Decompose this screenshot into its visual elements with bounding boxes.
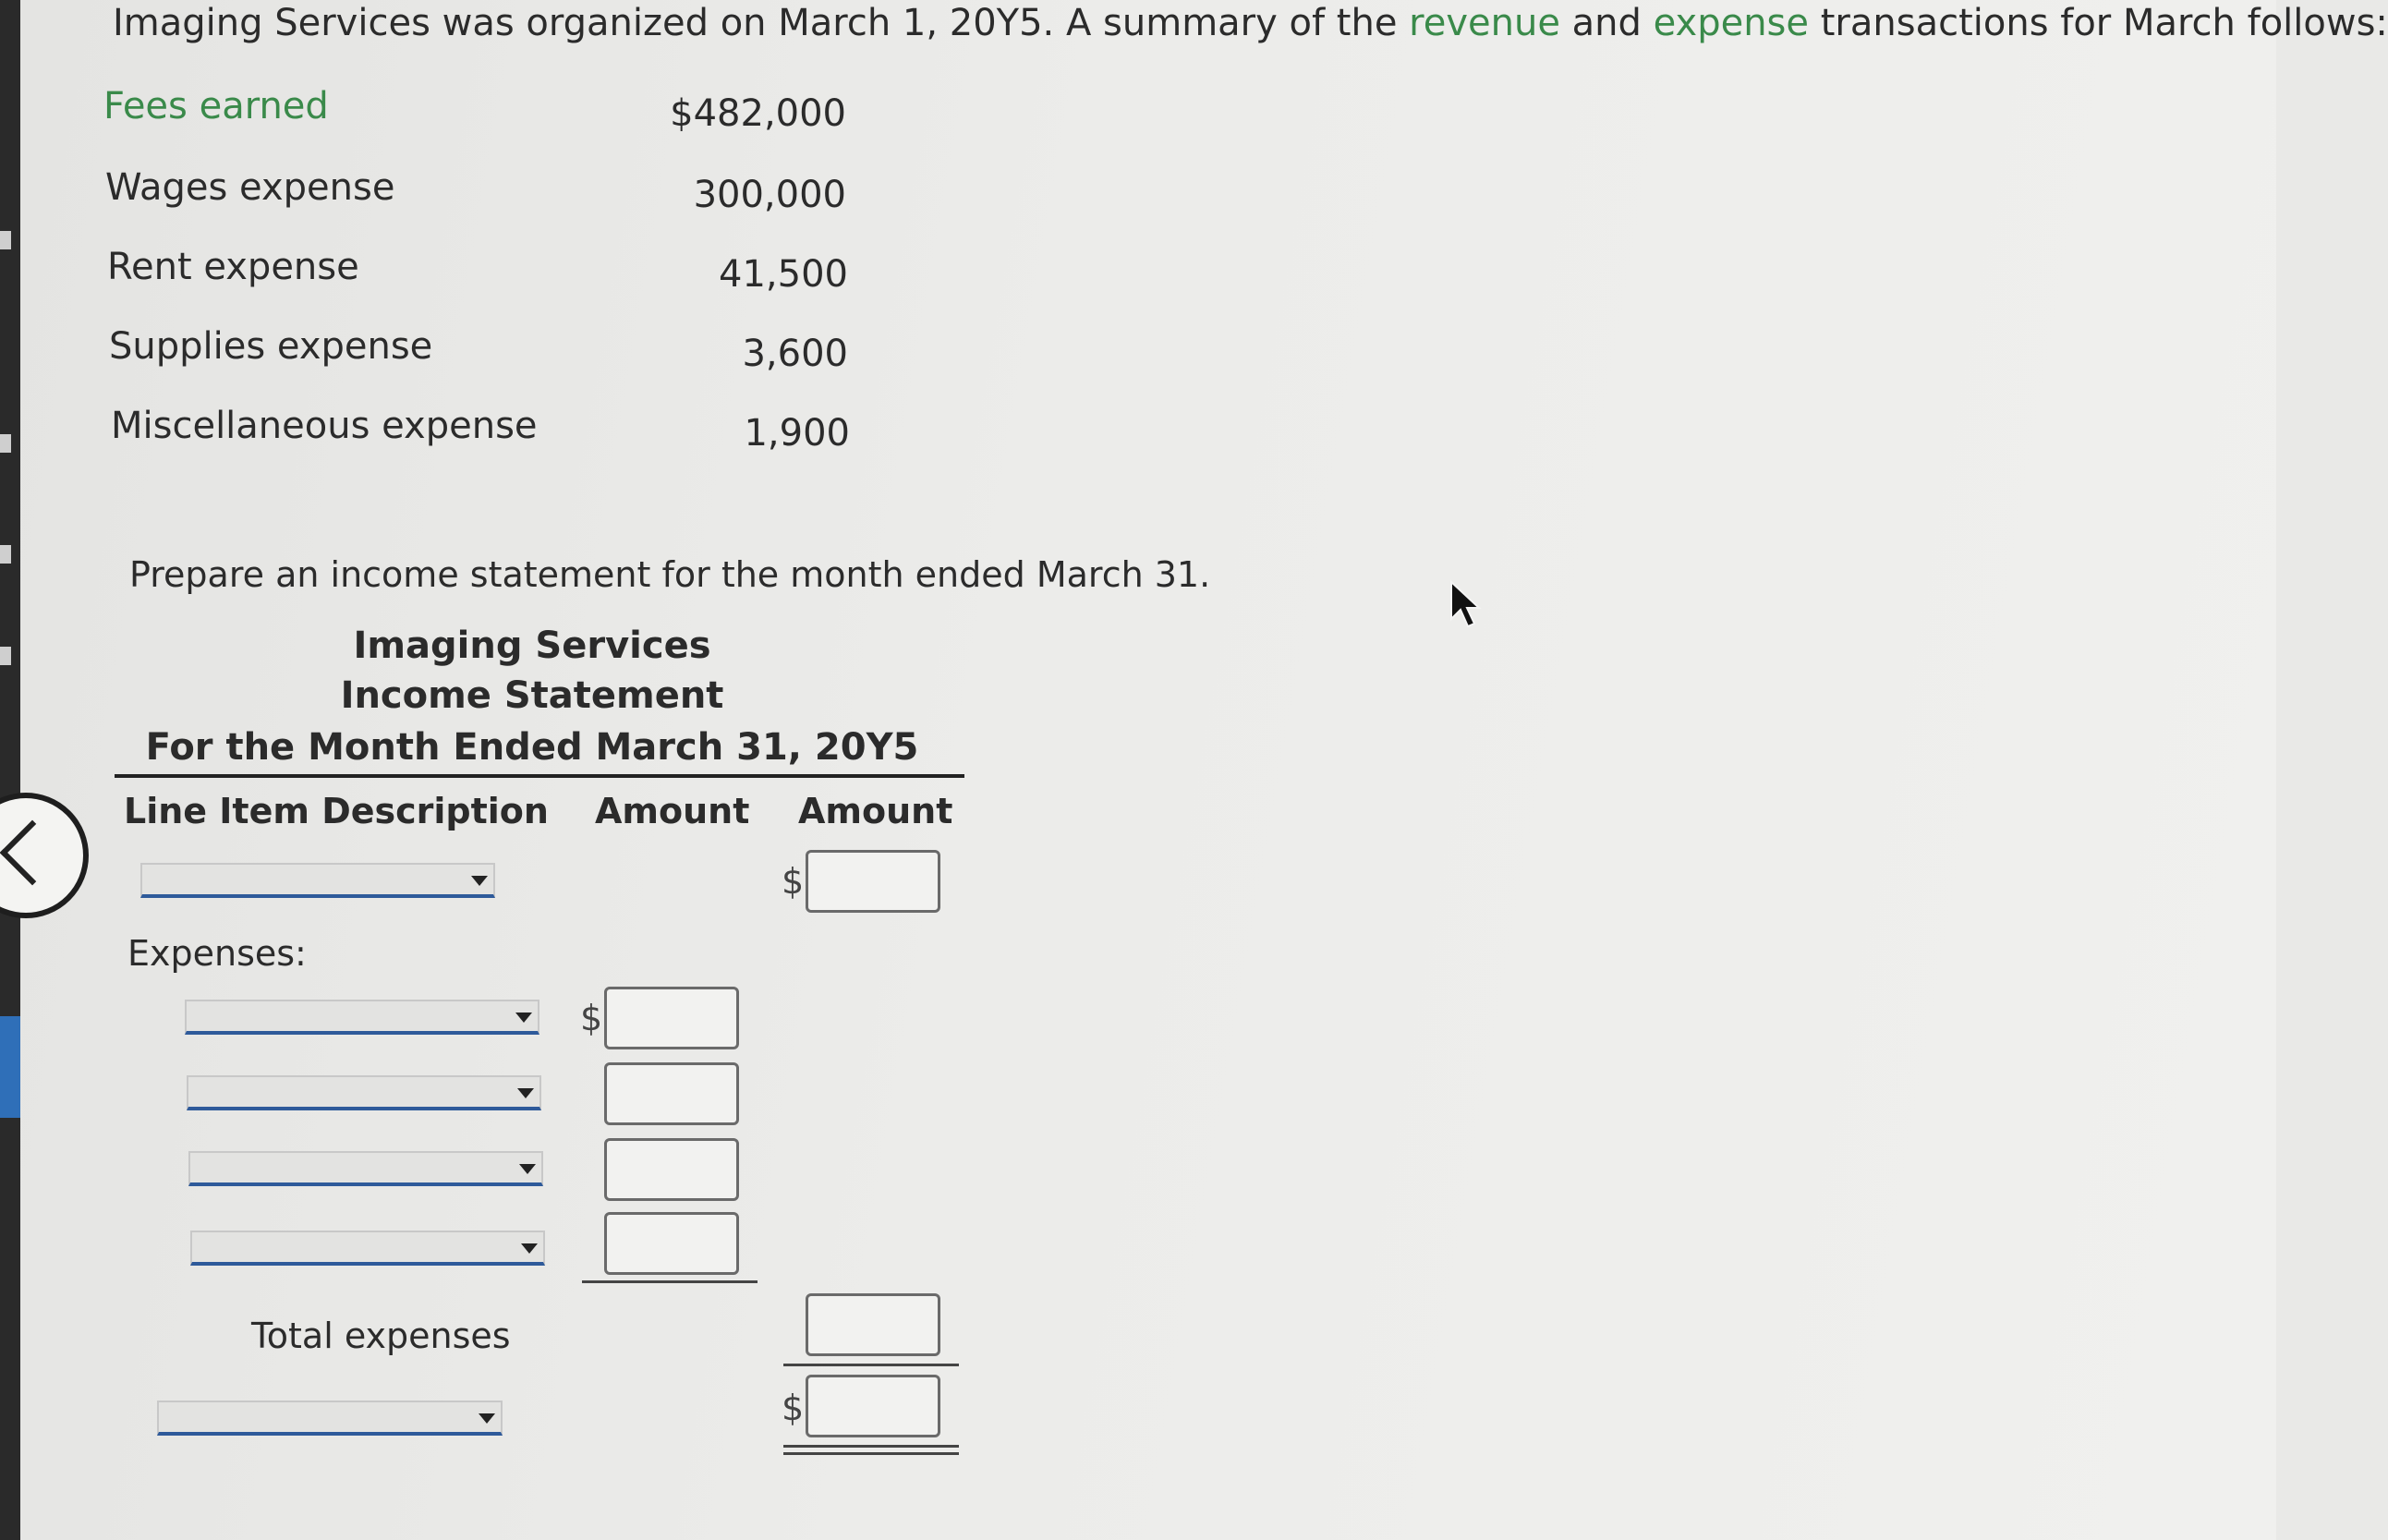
column-header-description: Line Item Description bbox=[124, 791, 549, 831]
expense-line-select[interactable] bbox=[190, 1231, 545, 1266]
net-income-input[interactable] bbox=[806, 1375, 940, 1437]
currency-symbol: $ bbox=[782, 861, 805, 902]
revenue-amount-input[interactable] bbox=[806, 850, 940, 913]
intro-part3: transactions for March follows: bbox=[1809, 2, 2388, 44]
expense-amount-input[interactable] bbox=[604, 987, 739, 1049]
intro-part2: and bbox=[1559, 2, 1654, 44]
caret-down-icon bbox=[519, 1164, 536, 1174]
expenses-label: Expenses: bbox=[127, 933, 307, 974]
total-expenses-input[interactable] bbox=[806, 1293, 940, 1356]
transaction-amount: 3,600 bbox=[742, 333, 848, 375]
mouse-pointer-icon bbox=[1448, 580, 1485, 632]
statement-company: Imaging Services bbox=[353, 624, 711, 667]
bezel-mark bbox=[0, 231, 11, 249]
bezel-blue-strip bbox=[0, 1016, 20, 1118]
header-rule bbox=[115, 774, 964, 778]
expense-amount-input[interactable] bbox=[604, 1062, 739, 1125]
transaction-label: Rent expense bbox=[107, 246, 359, 288]
instruction-text: Prepare an income statement for the month ended March 31. bbox=[129, 554, 1211, 595]
transaction-amount: 1,900 bbox=[744, 412, 850, 455]
transaction-label[interactable]: Fees earned bbox=[103, 85, 329, 127]
column-header-amount-1: Amount bbox=[595, 791, 750, 831]
subtotal-rule bbox=[582, 1280, 758, 1283]
intro-text bbox=[113, 2, 2388, 44]
currency-symbol: $ bbox=[782, 1388, 805, 1428]
net-income-select[interactable] bbox=[157, 1401, 503, 1436]
expense-amount-input[interactable] bbox=[604, 1138, 739, 1201]
caret-down-icon bbox=[479, 1413, 495, 1424]
transaction-amount: 41,500 bbox=[719, 253, 848, 296]
chevron-left-icon bbox=[0, 820, 65, 886]
intro-part1: Imaging Services was organized on March 1, 20Y5. A summary of the bbox=[113, 2, 1410, 44]
statement-title: Income Statement bbox=[340, 674, 724, 717]
transaction-label: Miscellaneous expense bbox=[111, 405, 538, 447]
total-expenses-label: Total expenses bbox=[251, 1316, 511, 1356]
caret-down-icon bbox=[517, 1088, 534, 1098]
column-header-amount-2: Amount bbox=[798, 791, 953, 831]
transaction-label: Supplies expense bbox=[109, 325, 433, 368]
transaction-amount: $482,000 bbox=[670, 92, 846, 135]
currency-symbol: $ bbox=[580, 998, 603, 1038]
caret-down-icon bbox=[471, 876, 488, 886]
bezel-mark bbox=[0, 545, 11, 564]
bezel-mark bbox=[0, 434, 11, 453]
caret-down-icon bbox=[515, 1013, 532, 1023]
expense-line-select[interactable] bbox=[187, 1075, 541, 1110]
bezel-mark bbox=[0, 647, 11, 665]
statement-period: For the Month Ended March 31, 20Y5 bbox=[145, 726, 919, 769]
revenue-link[interactable]: revenue bbox=[1409, 2, 1560, 44]
double-rule-bottom bbox=[783, 1452, 959, 1455]
revenue-line-select[interactable] bbox=[140, 863, 495, 898]
expense-line-select[interactable] bbox=[188, 1151, 543, 1186]
transaction-amount: 300,000 bbox=[693, 174, 846, 216]
caret-down-icon bbox=[521, 1243, 538, 1254]
double-rule-top bbox=[783, 1445, 959, 1448]
expense-line-select[interactable] bbox=[185, 1000, 539, 1035]
expense-link[interactable]: expense bbox=[1653, 2, 1810, 44]
problem-screen bbox=[20, 0, 2388, 1540]
total-rule bbox=[783, 1364, 959, 1366]
transaction-label: Wages expense bbox=[105, 166, 395, 209]
expense-amount-input[interactable] bbox=[604, 1212, 739, 1275]
